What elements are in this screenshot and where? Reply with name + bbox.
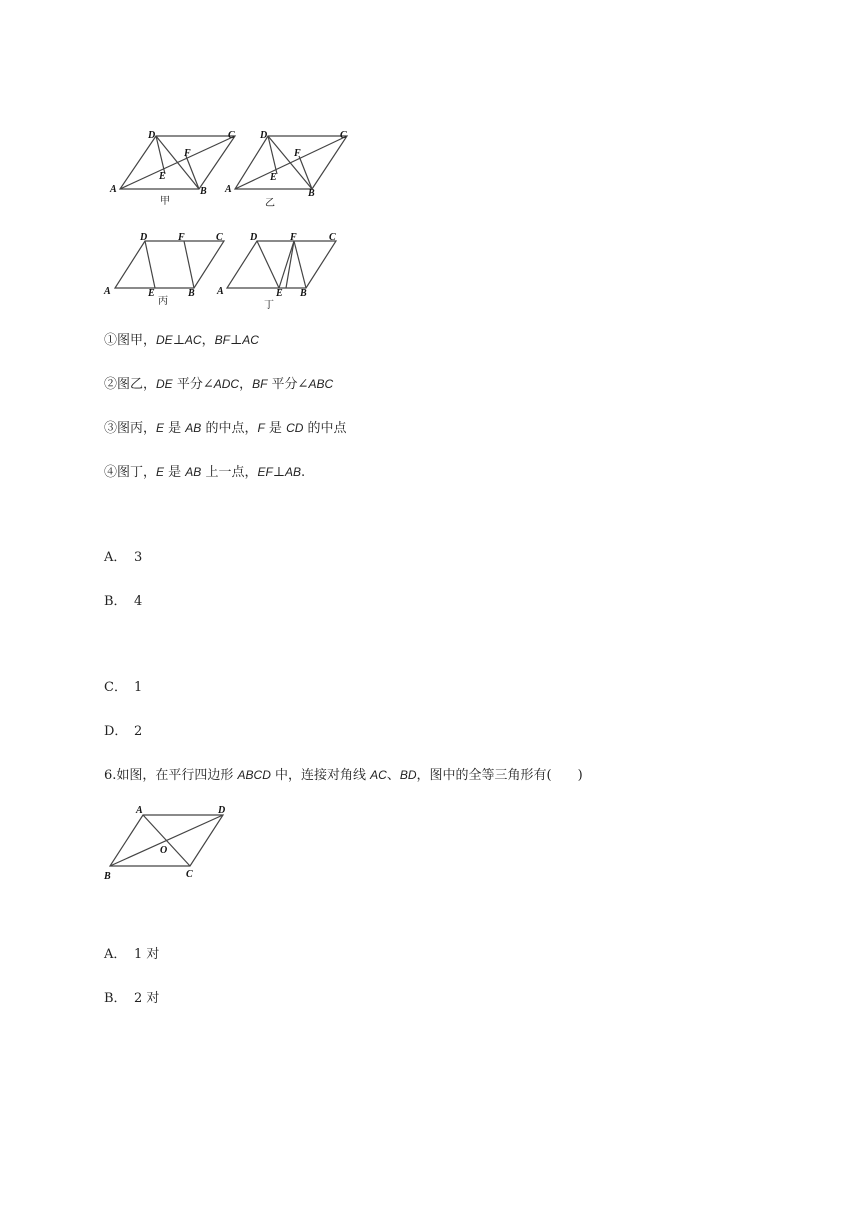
option-d[interactable]: D． 2 [104, 724, 143, 739]
label-B: B [308, 188, 315, 199]
label-E: E [276, 288, 283, 299]
label-F: F [290, 232, 297, 243]
label-E: E [159, 171, 166, 182]
figure-bing [100, 228, 230, 310]
figure-yi [220, 126, 350, 208]
label-D: D [148, 130, 156, 141]
option-b[interactable]: B． 4 [104, 594, 143, 609]
caption-yi: 乙 [265, 198, 275, 209]
label-C: C [329, 232, 336, 243]
label-E: E [148, 288, 155, 299]
figure-q6 [100, 803, 235, 883]
figure-jia [108, 126, 235, 208]
option-c[interactable]: C． 1 [104, 680, 143, 695]
label-D: D [260, 130, 268, 141]
label-F: F [178, 232, 185, 243]
caption-bing: 丙 [158, 296, 168, 307]
condition-3: ③图丙，E 是 AB 的中点，F 是 CD 的中点 [104, 421, 347, 436]
label-D: D [250, 232, 258, 243]
option-a[interactable]: A． 3 [104, 550, 143, 565]
option-b[interactable]: B． 2 对 [104, 991, 160, 1006]
label-A: A [104, 286, 111, 297]
label-A: A [225, 184, 232, 195]
condition-1: ①图甲，DE⊥AC，BF⊥AC [104, 333, 259, 348]
label-C: C [228, 130, 235, 141]
condition-2: ②图乙，DE 平分∠ADC，BF 平分∠ABC [104, 377, 334, 392]
condition-4: ④图丁，E 是 AB 上一点，EF⊥AB. [104, 465, 306, 480]
label-C: C [186, 869, 193, 880]
label-B: B [104, 871, 111, 882]
label-A: A [110, 184, 117, 195]
caption-jia: 甲 [160, 196, 170, 207]
label-O: O [160, 845, 168, 856]
caption-ding: 丁 [264, 300, 274, 311]
label-B: B [188, 288, 195, 299]
label-C: C [340, 130, 347, 141]
option-a[interactable]: A． 1 对 [104, 947, 160, 962]
label-A: A [217, 286, 224, 297]
label-B: B [200, 186, 207, 197]
label-C: C [216, 232, 223, 243]
label-D: D [218, 805, 226, 816]
label-F: F [184, 148, 191, 159]
question-6-stem: 6.如图，在平行四边形 ABCD 中，连接对角线 AC、BD，图中的全等三角形有( ) [104, 768, 583, 783]
label-B: B [300, 288, 307, 299]
label-A: A [136, 805, 143, 816]
figure-ding [212, 228, 347, 310]
label-E: E [270, 172, 277, 183]
label-D: D [140, 232, 148, 243]
label-F: F [294, 148, 301, 159]
